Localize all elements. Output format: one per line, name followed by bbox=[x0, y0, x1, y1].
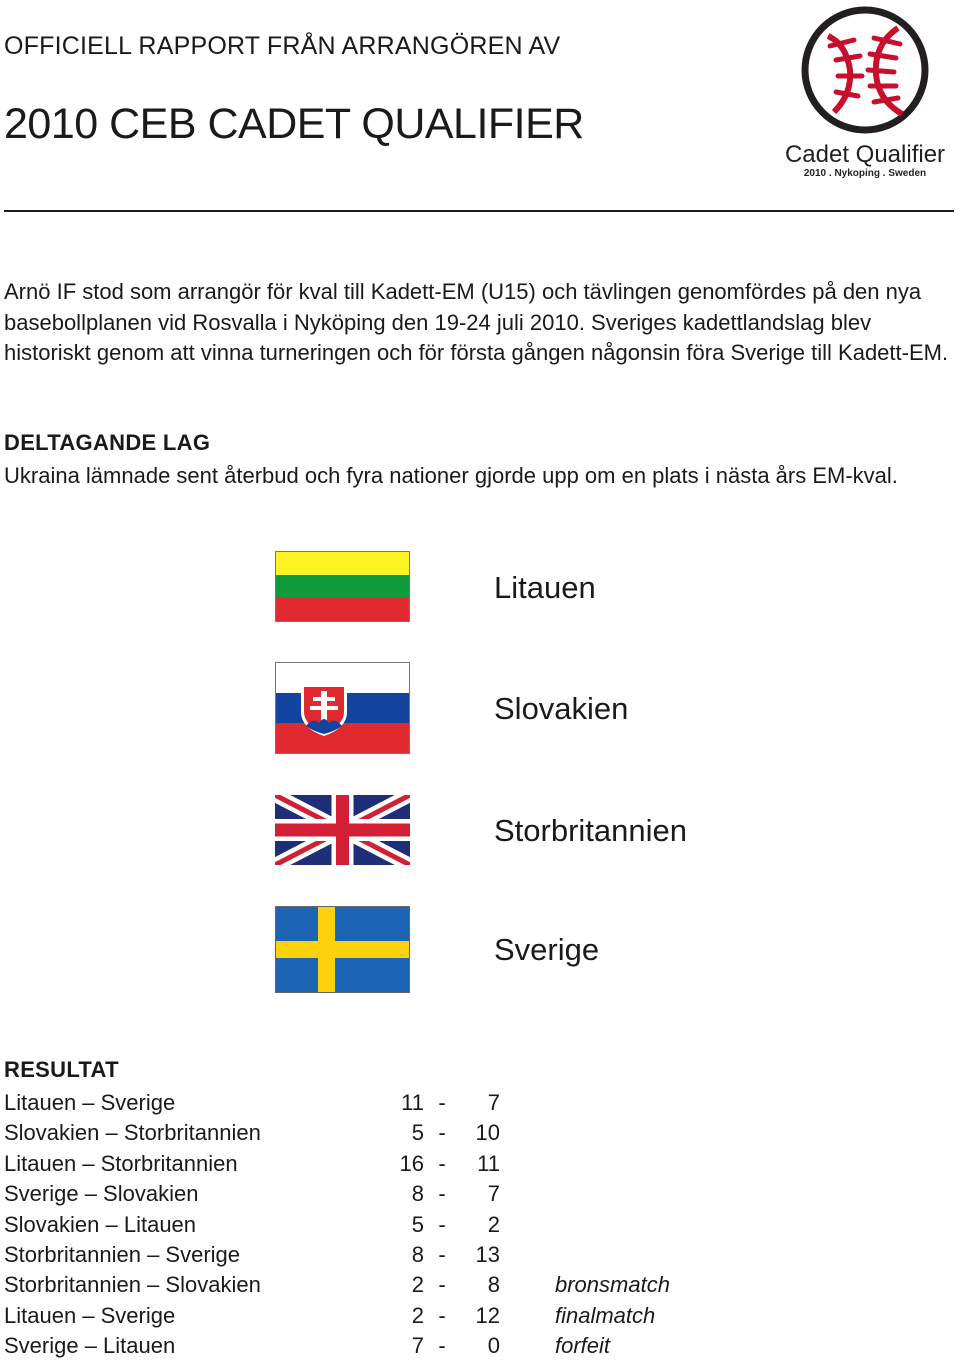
logo-name: Cadet Qualifier bbox=[784, 141, 946, 168]
baseball-logo-icon bbox=[776, 4, 954, 180]
result-match: Sverige – Slovakien bbox=[4, 1181, 199, 1207]
result-away-score: 10 bbox=[475, 1120, 500, 1146]
result-home-score: 7 bbox=[411, 1333, 424, 1359]
result-match: Litauen – Sverige bbox=[4, 1302, 176, 1328]
team-name-storbritannien: Storbritannien bbox=[494, 813, 688, 848]
result-away-score: 7 bbox=[487, 1181, 500, 1207]
result-note: forfeit bbox=[555, 1333, 611, 1359]
intro-paragraph: Arnö IF stod som arrangör för kval till Kadett-EM (U15) och tävlingen genomfördes på den nya basebollplanen vid Rosvalla i Nyköping den 19-24 juli 2010. Sveriges kadettlandslag blev historiskt genom att vinna turneringen och för första gången någonsin föra Sverige till Kadett-EM. bbox=[4, 279, 949, 366]
result-row bbox=[4, 1301, 670, 1331]
results-table bbox=[4, 1088, 670, 1362]
result-match: Litauen – Sverige bbox=[4, 1090, 176, 1115]
team-name-litauen: Litauen bbox=[494, 570, 596, 605]
result-away-score: 13 bbox=[475, 1242, 500, 1268]
result-row bbox=[4, 1270, 670, 1300]
logo-subtitle: 2010 . Nykoping . Sweden bbox=[803, 168, 927, 179]
result-match: Slovakien – Storbritannien bbox=[4, 1120, 261, 1146]
united-kingdom-flag-icon bbox=[275, 795, 410, 865]
result-home-score: 11 bbox=[401, 1090, 424, 1115]
team-name-slovakien: Slovakien bbox=[494, 691, 629, 726]
result-note: finalmatch bbox=[555, 1302, 656, 1328]
result-away-score: 0 bbox=[487, 1333, 500, 1359]
result-dash: - bbox=[438, 1333, 446, 1359]
result-note bbox=[500, 1118, 670, 1148]
result-dash: - bbox=[438, 1120, 446, 1146]
result-home-score: 8 bbox=[411, 1242, 424, 1268]
result-dash: - bbox=[438, 1090, 446, 1115]
result-dash: - bbox=[438, 1302, 446, 1328]
result-row bbox=[4, 1240, 670, 1270]
result-away-score: 12 bbox=[475, 1302, 500, 1328]
result-home-score: 2 bbox=[411, 1302, 424, 1328]
result-row bbox=[4, 1088, 670, 1118]
result-note bbox=[500, 1210, 670, 1240]
result-note: bronsmatch bbox=[555, 1272, 670, 1298]
result-row bbox=[4, 1149, 670, 1179]
result-match: Slovakien – Litauen bbox=[4, 1211, 197, 1237]
lithuania-flag-icon bbox=[275, 551, 410, 622]
result-match: Sverige – Litauen bbox=[4, 1333, 176, 1359]
result-dash: - bbox=[438, 1242, 446, 1268]
result-match: Litauen – Storbritannien bbox=[4, 1150, 238, 1176]
result-dash: - bbox=[438, 1211, 446, 1237]
cadet-qualifier-logo bbox=[776, 4, 954, 180]
result-home-score: 5 bbox=[411, 1120, 424, 1146]
result-row bbox=[4, 1331, 670, 1361]
slovakia-flag-icon bbox=[275, 662, 410, 754]
result-dash: - bbox=[438, 1272, 446, 1298]
result-match: Storbritannien – Slovakien bbox=[4, 1272, 261, 1298]
report-header-line: OFFICIELL RAPPORT FRÅN ARRANGÖREN AV bbox=[4, 32, 561, 60]
result-row bbox=[4, 1210, 670, 1240]
page-title: 2010 CEB CADET QUALIFIER bbox=[4, 100, 584, 148]
result-away-score: 7 bbox=[487, 1090, 500, 1115]
result-home-score: 5 bbox=[411, 1211, 424, 1237]
result-row bbox=[4, 1179, 670, 1209]
results-heading: RESULTAT bbox=[4, 1057, 119, 1082]
result-note bbox=[500, 1240, 670, 1270]
result-dash: - bbox=[438, 1150, 446, 1176]
result-note bbox=[500, 1179, 670, 1209]
teams-heading: DELTAGANDE LAG bbox=[4, 430, 211, 455]
header-divider bbox=[4, 210, 954, 212]
result-match: Storbritannien – Sverige bbox=[4, 1242, 241, 1268]
result-home-score: 8 bbox=[411, 1181, 424, 1207]
result-home-score: 2 bbox=[411, 1272, 424, 1298]
result-home-score: 16 bbox=[399, 1150, 424, 1176]
result-row bbox=[4, 1118, 670, 1148]
team-name-sverige: Sverige bbox=[494, 932, 600, 967]
result-note bbox=[500, 1088, 670, 1118]
teams-paragraph: Ukraina lämnade sent återbud och fyra nationer gjorde upp om en plats i nästa års EM-kval. bbox=[4, 463, 898, 488]
result-away-score: 2 bbox=[487, 1211, 500, 1237]
sweden-flag-icon bbox=[275, 906, 410, 993]
result-away-score: 11 bbox=[477, 1150, 500, 1176]
result-note bbox=[500, 1149, 670, 1179]
result-away-score: 8 bbox=[487, 1272, 500, 1298]
result-dash: - bbox=[438, 1181, 446, 1207]
